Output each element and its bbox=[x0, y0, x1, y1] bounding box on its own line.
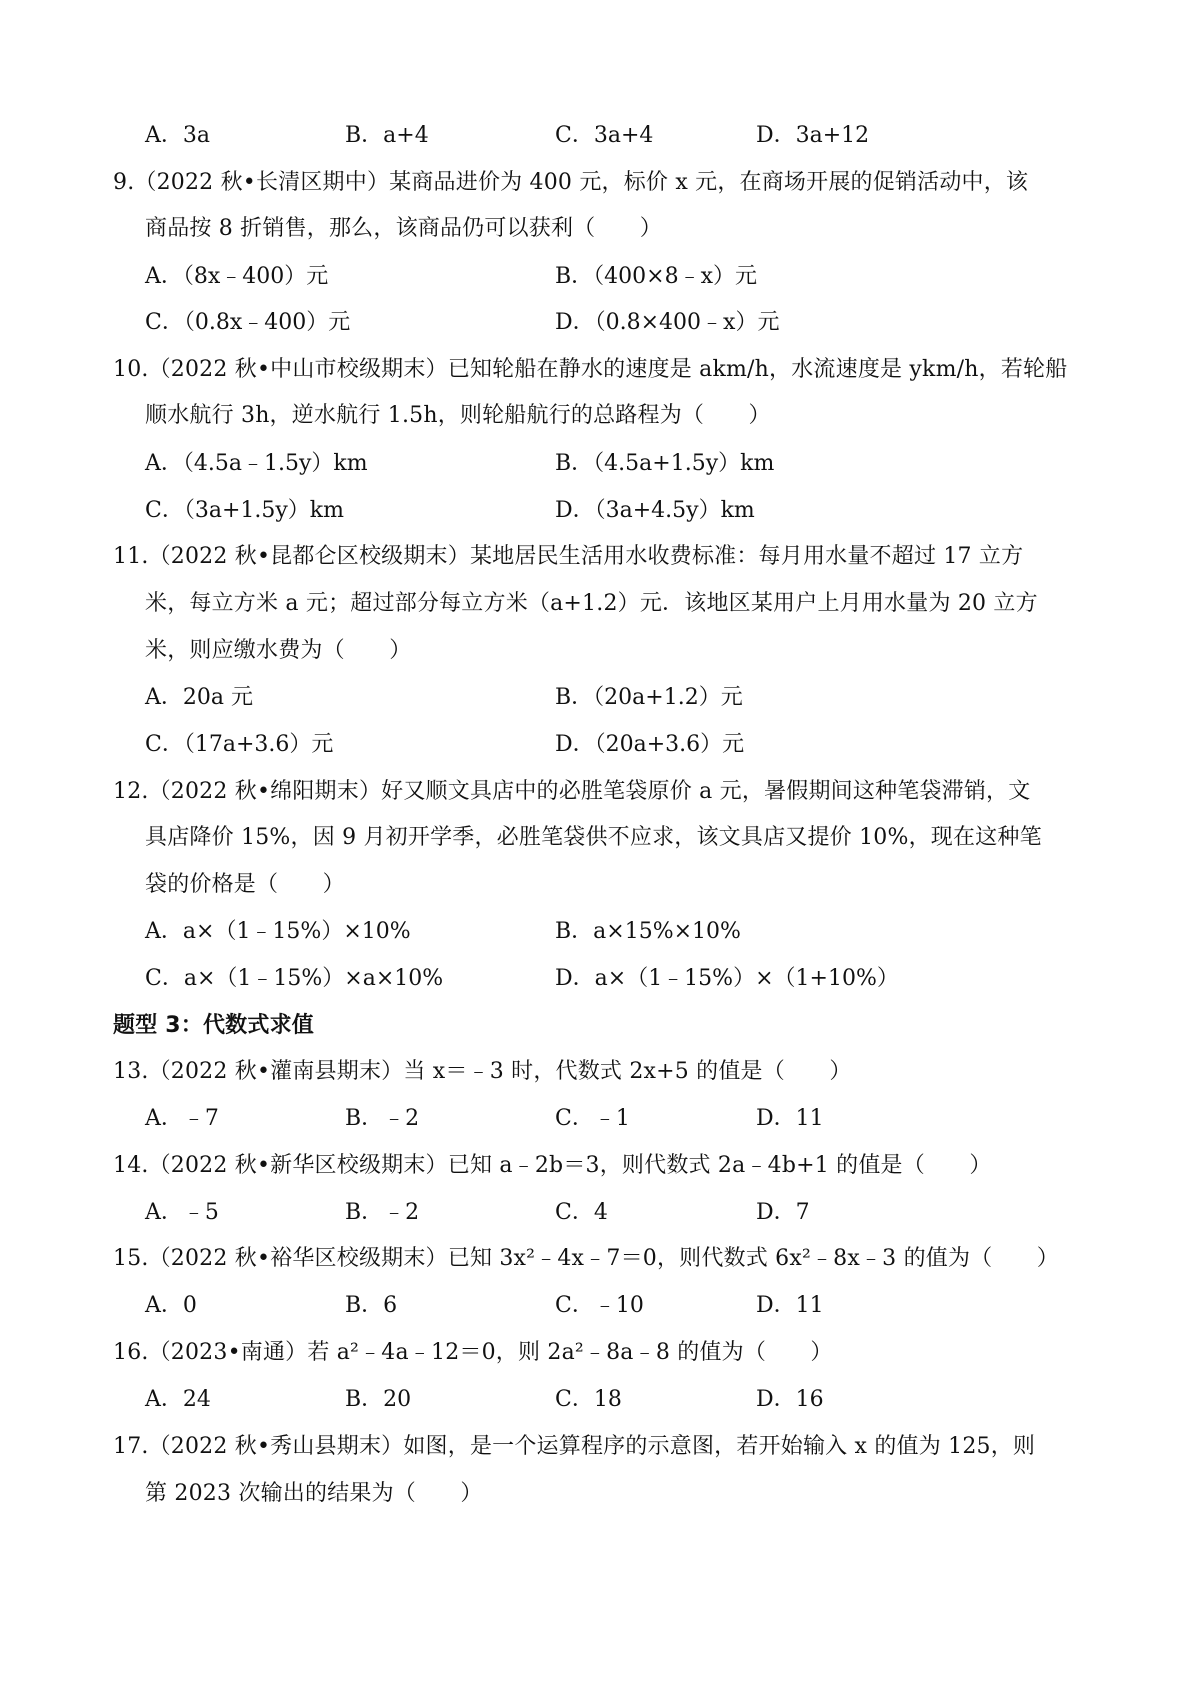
q17-stem-line1: 17.（2022 秋•秀山县期末）如图，是一个运算程序的示意图，若开始输入 x 的值为 125，则 bbox=[113, 1434, 1036, 1459]
q14-option-a: A．﹣5 bbox=[145, 1200, 219, 1225]
q9-option-d: D．（0.8×400﹣x）元 bbox=[555, 310, 780, 335]
q15-option-b: B．6 bbox=[345, 1293, 398, 1318]
q11-option-a: A．20a 元 bbox=[145, 685, 253, 710]
q16-stem-line1: 16.（2023•南通）若 a²﹣4a﹣12＝0，则 2a²﹣8a﹣8 的值为（ ） bbox=[113, 1340, 833, 1365]
q16-option-b: B．20 bbox=[345, 1387, 412, 1412]
q9-option-b: B．（400×8﹣x）元 bbox=[555, 264, 757, 289]
q9-option-a: A．（8x﹣400）元 bbox=[145, 264, 329, 289]
q8-option-a: A．3a bbox=[145, 123, 211, 148]
q11-option-b: B．（20a+1.2）元 bbox=[555, 685, 743, 710]
q9-stem-line2: 商品按 8 折销售，那么，该商品仍可以获利（ ） bbox=[145, 216, 662, 241]
q14-stem-line1: 14.（2022 秋•新华区校级期末）已知 a﹣2b＝3，则代数式 2a﹣4b+1 的值是（ ） bbox=[113, 1153, 992, 1178]
section-heading: 题型 3：代数式求值 bbox=[113, 1013, 314, 1038]
q14-option-d: D．7 bbox=[756, 1200, 810, 1225]
q15-option-d: D．11 bbox=[756, 1293, 824, 1318]
q12-option-c: C．a×（1﹣15%）×a×10% bbox=[145, 966, 444, 991]
q11-stem-line2: 米，每立方米 a 元；超过部分每立方米（a+1.2）元．该地区某用户上月用水量为 20 立方 bbox=[145, 591, 1038, 616]
q17-stem-line2: 第 2023 次输出的结果为（ ） bbox=[145, 1481, 483, 1506]
q10-option-b: B．（4.5a+1.5y）km bbox=[555, 451, 775, 476]
q12-stem-line3: 袋的价格是（ ） bbox=[145, 872, 345, 897]
q8-option-b: B．a+4 bbox=[345, 123, 429, 148]
q12-option-b: B．a×15%×10% bbox=[555, 919, 741, 944]
q11-stem-line1: 11.（2022 秋•昆都仑区校级期末）某地居民生活用水收费标准：每月用水量不超过 17 立方 bbox=[113, 544, 1024, 569]
q15-option-a: A．0 bbox=[145, 1293, 197, 1318]
q8-option-c: C．3a+4 bbox=[555, 123, 654, 148]
q16-option-d: D．16 bbox=[756, 1387, 824, 1412]
q10-stem-line2: 顺水航行 3h，逆水航行 1.5h，则轮船航行的总路程为（ ） bbox=[145, 403, 771, 428]
q14-option-c: C．4 bbox=[555, 1200, 608, 1225]
q11-stem-line3: 米，则应缴水费为（ ） bbox=[145, 638, 412, 663]
q15-stem-line1: 15.（2022 秋•裕华区校级期末）已知 3x²﹣4x﹣7＝0，则代数式 6x²﹣8x﹣3 的值为（ ） bbox=[113, 1246, 1059, 1271]
q9-option-c: C．（0.8x﹣400）元 bbox=[145, 310, 351, 335]
q13-option-c: C．﹣1 bbox=[555, 1106, 630, 1131]
q16-option-a: A．24 bbox=[145, 1387, 211, 1412]
q8-option-d: D．3a+12 bbox=[756, 123, 870, 148]
q9-stem-line1: 9.（2022 秋•长清区期中）某商品进价为 400 元，标价 x 元，在商场开展的促销活动中，该 bbox=[113, 170, 1029, 195]
q15-option-c: C．﹣10 bbox=[555, 1293, 644, 1318]
q12-stem-line1: 12.（2022 秋•绵阳期末）好又顺文具店中的必胜笔袋原价 a 元，暑假期间这种笔袋滞销，文 bbox=[113, 779, 1031, 804]
q10-stem-line1: 10.（2022 秋•中山市校级期末）已知轮船在静水的速度是 akm/h，水流速度是 ykm/h，若轮船 bbox=[113, 357, 1068, 382]
q13-option-d: D．11 bbox=[756, 1106, 824, 1131]
q12-option-d: D．a×（1﹣15%）×（1+10%） bbox=[555, 966, 899, 991]
q16-option-c: C．18 bbox=[555, 1387, 622, 1412]
q13-stem-line1: 13.（2022 秋•灌南县期末）当 x＝﹣3 时，代数式 2x+5 的值是（ ） bbox=[113, 1059, 852, 1084]
q13-option-a: A．﹣7 bbox=[145, 1106, 219, 1131]
q11-option-c: C．（17a+3.6）元 bbox=[145, 732, 334, 757]
q11-option-d: D．（20a+3.6）元 bbox=[555, 732, 745, 757]
q12-stem-line2: 具店降价 15%，因 9 月初开学季，必胜笔袋供不应求，该文具店又提价 10%，现在这种笔 bbox=[145, 825, 1042, 850]
q12-option-a: A．a×（1﹣15%）×10% bbox=[145, 919, 411, 944]
q14-option-b: B．﹣2 bbox=[345, 1200, 420, 1225]
q10-option-d: D．（3a+4.5y）km bbox=[555, 498, 755, 523]
q13-option-b: B．﹣2 bbox=[345, 1106, 420, 1131]
q10-option-c: C．（3a+1.5y）km bbox=[145, 498, 344, 523]
q10-option-a: A．（4.5a﹣1.5y）km bbox=[145, 451, 368, 476]
